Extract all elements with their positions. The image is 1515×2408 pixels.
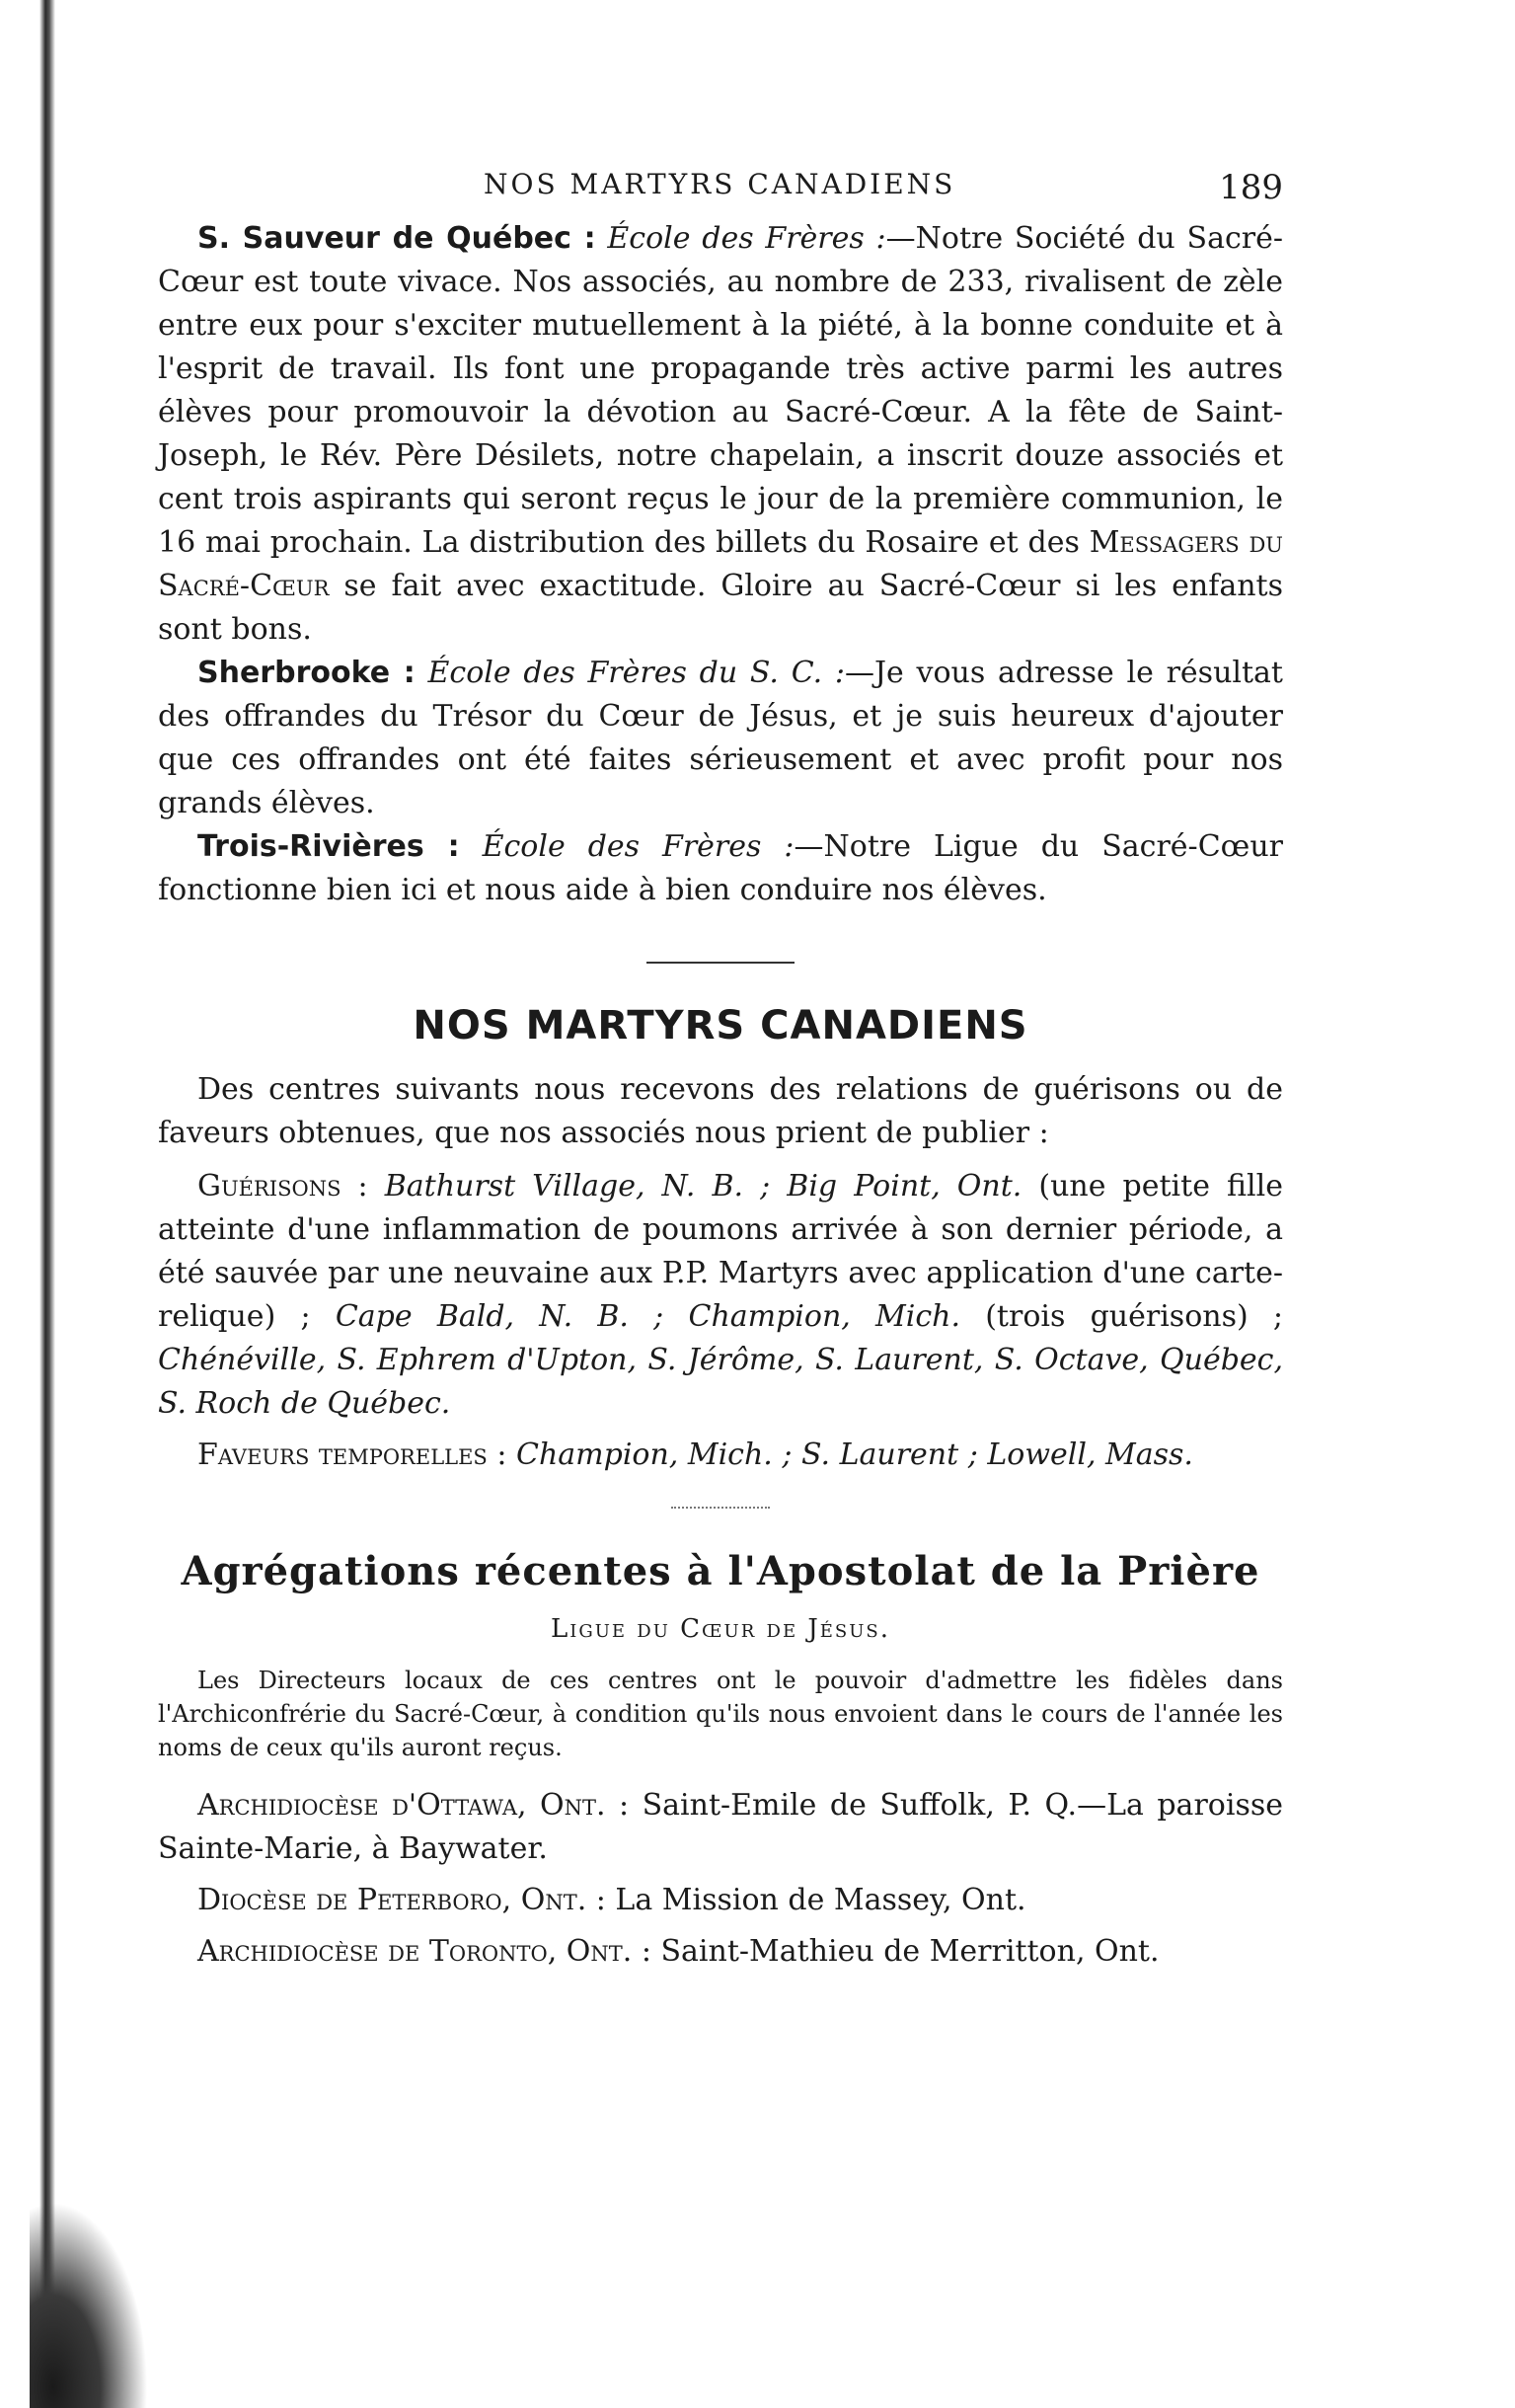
section-divider xyxy=(646,962,795,964)
entry-text-end: se fait avec exactitude. Gloire au Sacré-Cœur si les enfants sont bons. xyxy=(158,569,1283,647)
page xyxy=(158,148,1283,1974)
section-divider-dotted xyxy=(671,1507,770,1509)
faveurs-paragraph xyxy=(158,1434,1283,1477)
entry-school: École des Frères du S. C. : xyxy=(427,656,845,690)
entry-place: Trois-Rivières : xyxy=(197,829,460,864)
guerisons-places-a: Bathurst Village, N. B. ; Big Point, Ont. xyxy=(384,1169,1023,1204)
agregation-item xyxy=(158,1879,1283,1922)
guerisons-text-d: (trois guérisons) ; xyxy=(960,1299,1284,1334)
guerisons-places-c: Cape Bald, N. B. ; Champion, Mich. xyxy=(335,1299,961,1334)
diocese-label: Diocèse de Peterboro, Ont. : xyxy=(197,1883,606,1917)
guerisons-text-b: (une petite fille atteinte d'une inflammation de poumons arrivée à son dernier période, a été sauvée par une neuvaine aux P.P. Martyrs avec application d'une carte-relique) ; xyxy=(158,1169,1283,1334)
diocese-text: Saint-Emile de Suffolk, P. Q.—La paroisse Sainte-Marie, à Baywater. xyxy=(158,1788,1283,1866)
entry-trois-rivieres xyxy=(158,825,1283,912)
agregations-note: Les Directeurs locaux de ces centres ont le pouvoir d'admettre les fidèles dans l'Archiconfrérie du Sacré-Cœur, à condition qu'ils nous envoient dans le cours de l'année les noms de ceux qu'ils auront reçus. xyxy=(158,1667,1283,1761)
guerisons-places-e: Chénéville, S. Ephrem d'Upton, S. Jérôme, S. Laurent, S. Octave, Québec, S. Roch de Québec. xyxy=(158,1343,1283,1421)
diocese-label: Archidiocèse de Toronto, Ont. : xyxy=(197,1934,651,1969)
page-header xyxy=(158,148,1283,217)
entry-text: —Notre Ligue du Sacré-Cœur fonctionne bien ici et nous aide à bien conduire nos élèves. xyxy=(158,829,1283,907)
binding-blot xyxy=(30,2202,148,2408)
entry-school: École des Frères : xyxy=(482,829,795,864)
running-title: NOS MARTYRS CANADIENS xyxy=(484,168,956,200)
agregation-item xyxy=(158,1930,1283,1974)
page-number: 189 xyxy=(1219,168,1283,207)
diocese-text: La Mission de Massey, Ont. xyxy=(605,1883,1026,1917)
guerisons-label: Guérisons : xyxy=(197,1169,368,1204)
martyrs-heading: NOS MARTYRS CANADIENS xyxy=(413,1003,1028,1049)
entry-smallcaps: Messagers du Sacré-Cœur xyxy=(158,525,1283,603)
entry-sauveur xyxy=(158,217,1283,652)
entry-place: S. Sauveur de Québec : xyxy=(197,221,596,256)
entry-place: Sherbrooke : xyxy=(197,656,416,690)
entry-text: —Notre Société du Sacré-Cœur est toute vivace. Nos associés, au nombre de 233, rivalisent de zèle entre eux pour s'exciter mutuellement à la piété, à la bonne conduite et à l'esprit de travail. Ils font une propagande très active parmi les autres élèves pour promouvoir la dévotion au Sacré-Cœur. A la fête de Saint-Joseph, le Rév. Père Désilets, notre chapelain, a inscrit douze associés et cent trois aspirants qui seront reçus le jour de la première communion, le 16 mai prochain. La distribution des billets du Rosaire et des xyxy=(158,221,1283,560)
diocese-label: Archidiocèse d'Ottawa, Ont. : xyxy=(197,1788,630,1823)
diocese-text: Saint-Mathieu de Merritton, Ont. xyxy=(650,1934,1160,1969)
entry-sherbrooke xyxy=(158,652,1283,825)
agregation-item xyxy=(158,1784,1283,1871)
agregations-heading: Agrégations récentes à l'Apostolat de la Prière xyxy=(181,1548,1260,1594)
faveurs-label: Faveurs temporelles : xyxy=(197,1437,507,1472)
martyrs-intro: Des centres suivants nous recevons des relations de guérisons ou de faveurs obtenues, que nos associés nous prient de publier : xyxy=(158,1072,1283,1150)
faveurs-places: Champion, Mich. ; S. Laurent ; Lowell, Mass. xyxy=(516,1437,1193,1472)
agregations-subtitle: Ligue du Cœur de Jésus. xyxy=(550,1614,891,1644)
entry-text: —Je vous adresse le résultat des offrandes du Trésor du Cœur de Jésus, et je suis heureux d'ajouter que ces offrandes ont été faites sérieusement et avec profit pour nos grands élèves. xyxy=(158,656,1283,820)
entry-school: École des Frères : xyxy=(607,221,886,256)
guerisons-paragraph xyxy=(158,1165,1283,1426)
book-binding-shadow xyxy=(0,0,69,2408)
